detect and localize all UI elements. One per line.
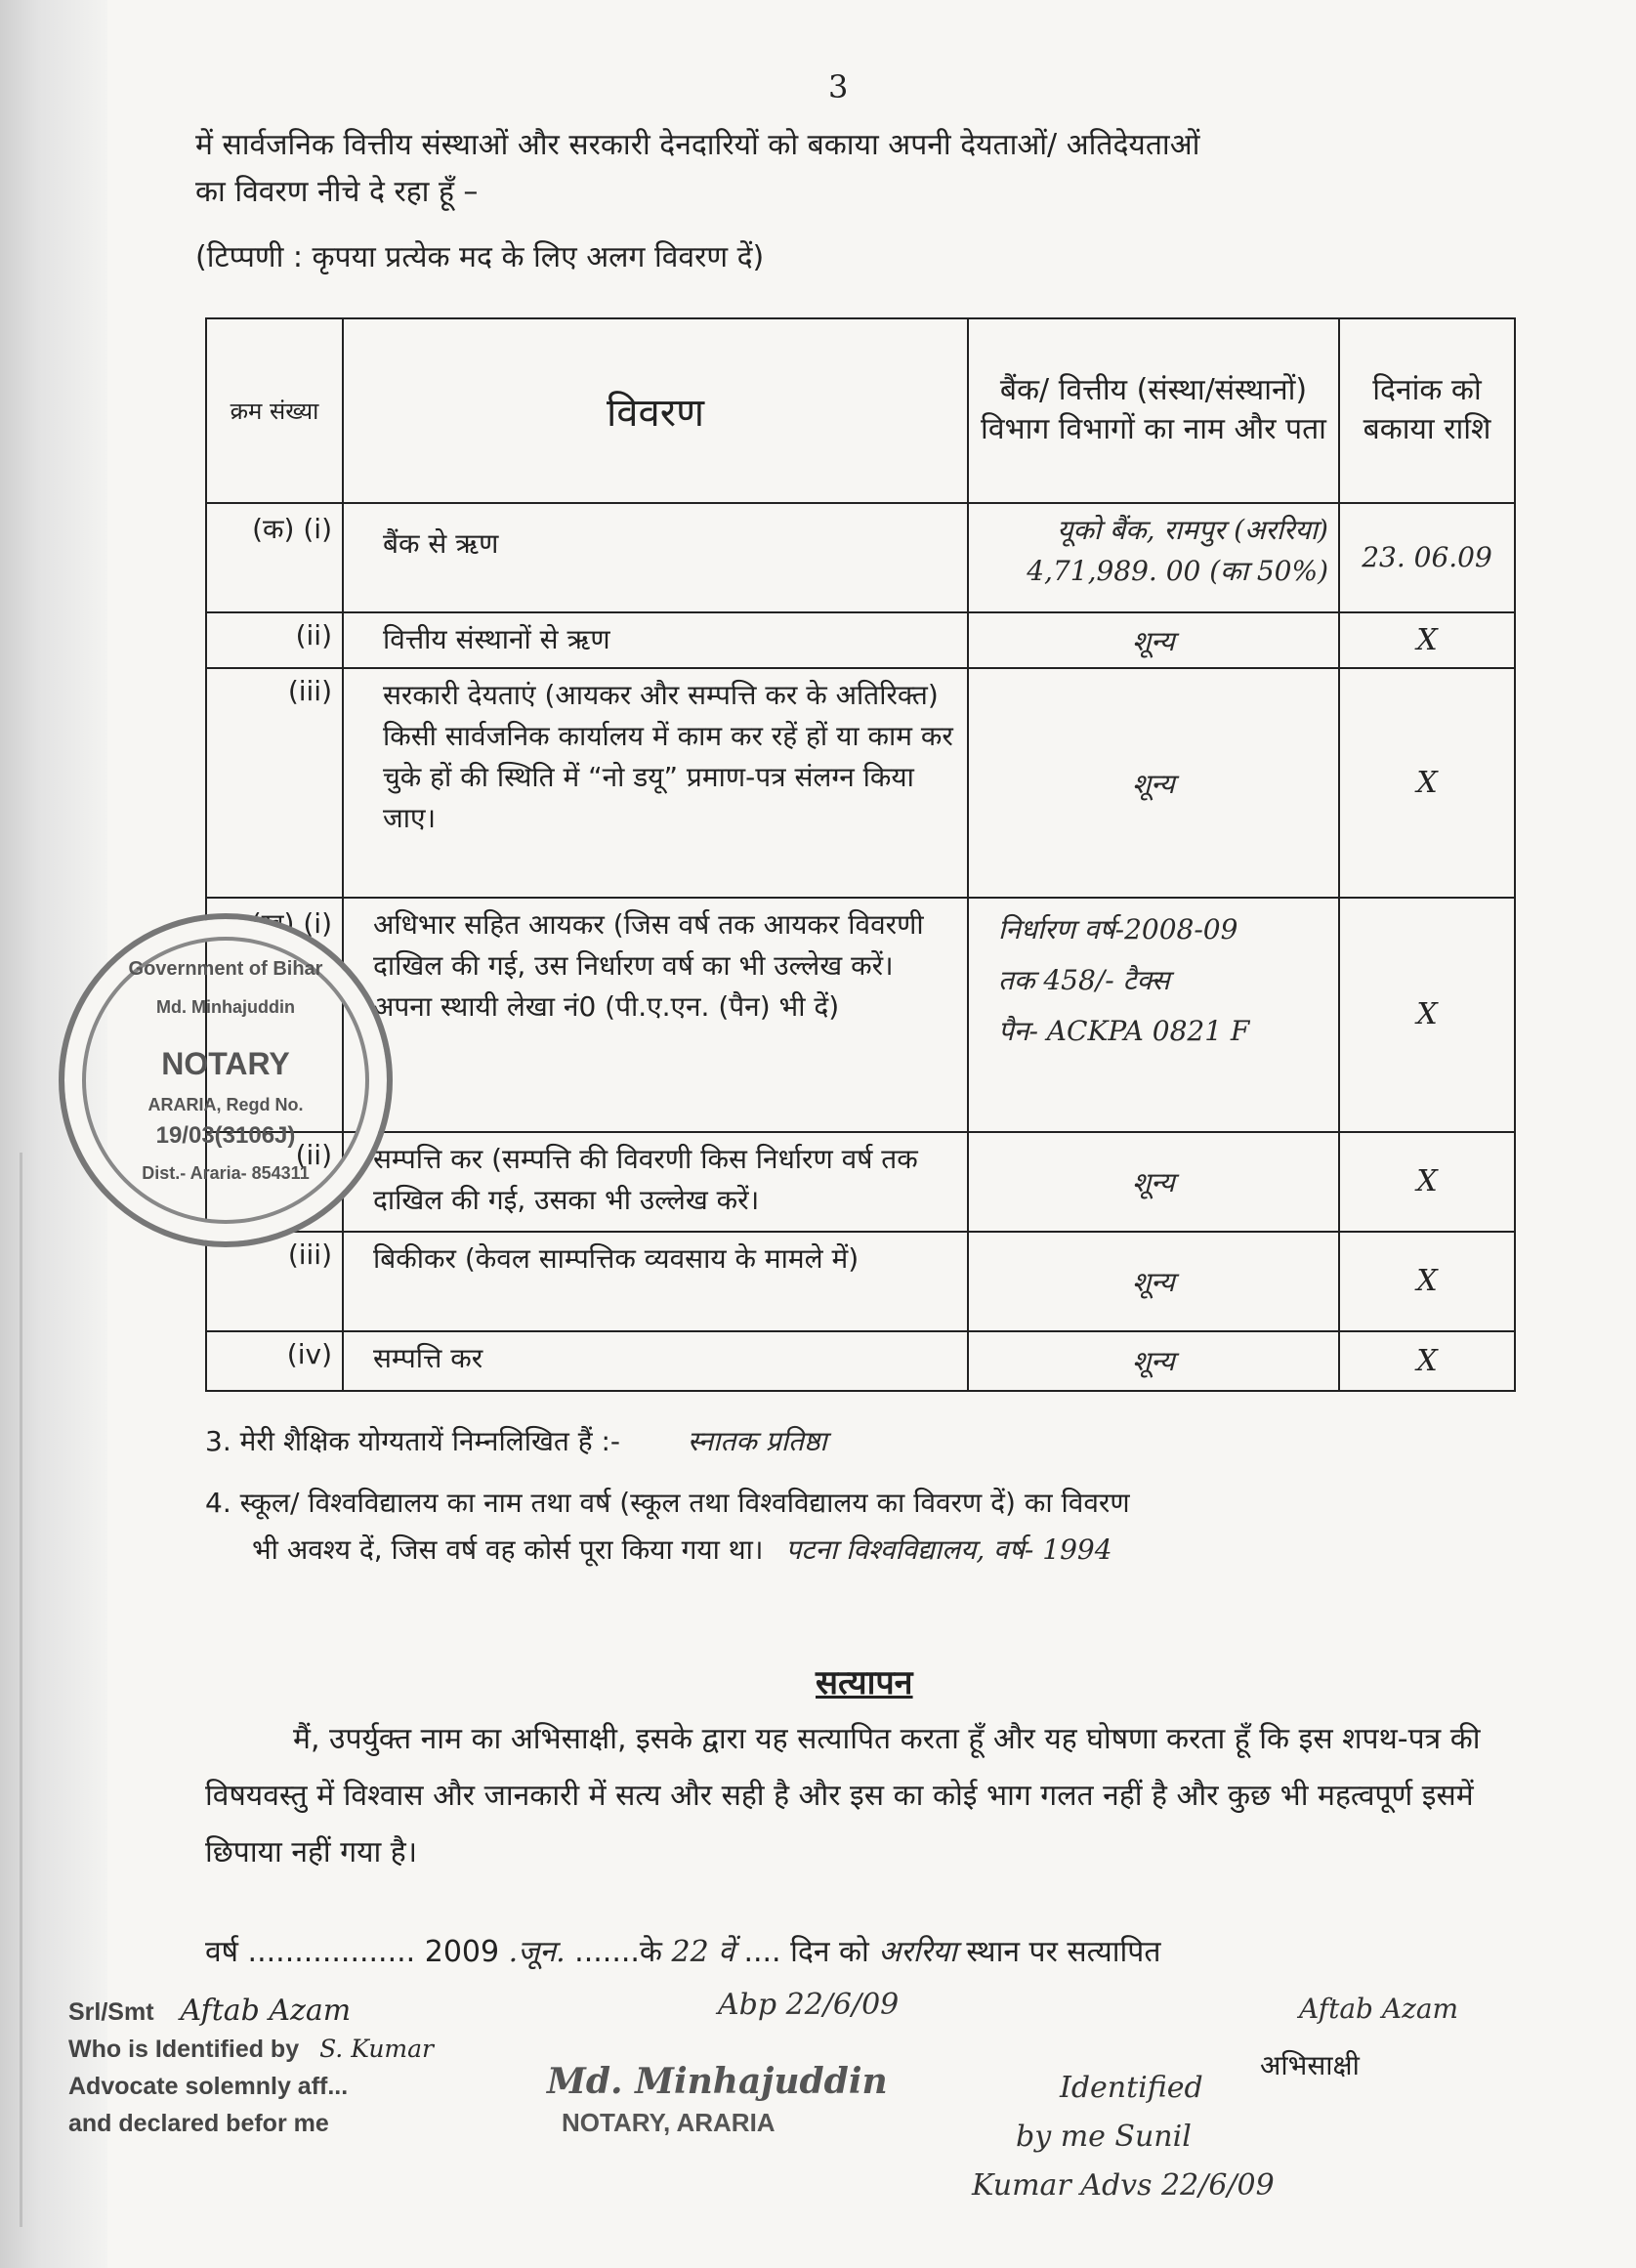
school-value: पटना विश्वविद्यालय, वर्ष- 1994 bbox=[785, 1533, 1112, 1566]
tax-amount-text: तक 458/- टैक्स bbox=[998, 963, 1170, 996]
notary-name-stamp: Md. Minhajuddin bbox=[547, 2061, 888, 2102]
identified-note-line-1: Identified bbox=[1060, 2071, 1203, 2105]
identified-note-line-2: by me Sunil bbox=[1016, 2120, 1192, 2154]
date-line-place: अररिया bbox=[878, 1935, 957, 1969]
row-institution: शून्य bbox=[968, 1132, 1339, 1232]
row-serial: (ii) bbox=[206, 612, 343, 668]
table-row bbox=[206, 668, 1515, 898]
qualification-label: 3. मेरी शैक्षिक योग्यतायें निम्नलिखित हैं :- bbox=[205, 1425, 621, 1457]
row-serial: (iii) bbox=[206, 668, 343, 898]
header-institution: बैंक/ वित्तीय (संस्था/संस्थानों) विभाग विभागों का नाम और पता bbox=[968, 318, 1339, 503]
school-line-1: 4. स्कूल/ विश्वविद्यालय का नाम तथा वर्ष (स्कूल तथा विश्वविद्यालय का विवरण दें) का विवरण bbox=[205, 1487, 1130, 1519]
table-row bbox=[206, 612, 1515, 668]
row-institution: शून्य bbox=[968, 668, 1339, 898]
notary-signature: Abp 22/6/09 bbox=[718, 1988, 900, 2022]
pan-text: पैन- ACKPA 0821 F bbox=[998, 1014, 1250, 1047]
school-line-2: भी अवश्य दें, जिस वर्ष वह कोर्स पूरा किया गया था। bbox=[252, 1533, 764, 1566]
date-line-ke: .......के bbox=[574, 1935, 662, 1969]
row-due: X bbox=[1339, 898, 1515, 1132]
deponent-signature: Aftab Azam bbox=[1299, 1993, 1459, 2025]
qualification-line bbox=[205, 1418, 1514, 1465]
row-institution: यूको बैंक, रामपुर (अररिया) 4,71,989. 00 (का 50%) bbox=[968, 503, 1339, 612]
row-institution bbox=[968, 898, 1339, 1132]
table-row bbox=[206, 1232, 1515, 1331]
header-serial: क्रम संख्या bbox=[206, 318, 343, 503]
intro-line-1: में सार्वजनिक वित्तीय संस्थाओं और सरकारी देनदारियों को बकाया अपनी देयताओं/ अतिदेयताओं bbox=[195, 128, 1200, 162]
table-row bbox=[206, 898, 1515, 1132]
notary-place-stamp: NOTARY, ARARIA bbox=[562, 2108, 776, 2137]
stamp-title-text: NOTARY bbox=[161, 1046, 290, 1081]
row-due: X bbox=[1339, 1232, 1515, 1331]
table-header-row bbox=[206, 318, 1515, 503]
row-due: X bbox=[1339, 668, 1515, 898]
liabilities-table bbox=[205, 317, 1516, 1392]
date-line-end: स्थान पर सत्यापित bbox=[966, 1935, 1161, 1969]
date-line-day: 22 वें bbox=[671, 1935, 734, 1969]
row-due: X bbox=[1339, 1132, 1515, 1232]
verification-date-line bbox=[205, 1929, 1524, 1976]
page-fold bbox=[20, 1153, 62, 2227]
stamp-top-text: Government of Bihar bbox=[128, 958, 323, 980]
identified-note-line-3: Kumar Advs 22/6/09 bbox=[972, 2168, 1275, 2203]
row-institution: शून्य bbox=[968, 1331, 1339, 1391]
intro-paragraph bbox=[195, 122, 1504, 216]
date-line-din: .... दिन को bbox=[743, 1935, 869, 1969]
attestation-line-3: Advocate solemnly aff... bbox=[68, 2073, 349, 2100]
row-serial: (ii) bbox=[206, 1132, 343, 1232]
row-serial: (iii) bbox=[206, 1232, 343, 1331]
attestation-line-4: and declared befor me bbox=[68, 2110, 329, 2137]
deponent-label: अभिसाक्षी bbox=[1260, 2049, 1360, 2081]
row-description: वित्तीय संस्थानों से ऋण bbox=[343, 612, 968, 668]
row-serial: (iv) bbox=[206, 1331, 343, 1391]
school-line-2-wrap bbox=[205, 1527, 1514, 1574]
attestation-label-identified: Who is Identified by bbox=[68, 2036, 300, 2063]
row-description: बैंक से ऋण bbox=[343, 503, 968, 612]
verification-title: सत्यापन bbox=[816, 1663, 913, 1702]
table-row bbox=[206, 503, 1515, 612]
table-row bbox=[206, 1331, 1515, 1391]
row-description: सम्पत्ति कर (सम्पत्ति की विवरणी किस निर्धारण वर्ष तक दाखिल की गई, उसका भी उल्लेख करें। bbox=[343, 1132, 968, 1232]
table-row bbox=[206, 1132, 1515, 1232]
row-description: अधिभार सहित आयकर (जिस वर्ष तक आयकर विवरणी दाखिल की गई, उस निर्धारण वर्ष का भी उल्लेख करें। अपना स्थायी लेखा नं0 (पी.ए.एन. (पैन) भी दें) bbox=[343, 898, 968, 1132]
row-institution: शून्य bbox=[968, 612, 1339, 668]
school-paragraph bbox=[205, 1480, 1514, 1574]
row-due: X bbox=[1339, 1331, 1515, 1391]
date-line-year: वर्ष .................. 2009 bbox=[205, 1935, 500, 1969]
page-number: 3 bbox=[828, 68, 849, 105]
notary-stamp bbox=[59, 913, 393, 1247]
stamp-name-text: Md. Minhajuddin bbox=[156, 997, 295, 1017]
assessment-year-text: निर्धारण वर्ष-2008-09 bbox=[998, 912, 1238, 945]
row-description: सरकारी देयताएं (आयकर और सम्पत्ति कर के अतिरिक्त) किसी सार्वजनिक कार्यालय में काम कर रहें हों या काम कर चुके हों की स्थिति में “नो डयू” प्रमाण-पत्र संलग्न किया जाए। bbox=[343, 668, 968, 898]
attestation-line-1 bbox=[68, 1993, 434, 2031]
header-date-due: दिनांक को बकाया राशि bbox=[1339, 318, 1515, 503]
date-line-month: .जून. bbox=[508, 1935, 566, 1969]
note-line: (टिप्पणी : कृपया प्रत्येक मद के लिए अलग विवरण दें) bbox=[195, 240, 765, 274]
row-due: X bbox=[1339, 612, 1515, 668]
row-institution: शून्य bbox=[968, 1232, 1339, 1331]
row-description: बिकीकर (केवल साम्पत्तिक व्यवसाय के मामले में) bbox=[343, 1232, 968, 1331]
row-description: सम्पत्ति कर bbox=[343, 1331, 968, 1391]
qualification-value: स्नातक प्रतिष्ठा bbox=[687, 1425, 827, 1457]
attestation-deponent-name: Aftab Azam bbox=[180, 1994, 352, 2028]
row-serial: (ख) (i) bbox=[206, 898, 343, 1132]
attestation-label-srl: Srl/Smt bbox=[68, 1998, 154, 2026]
attestation-line-2 bbox=[68, 2031, 434, 2068]
stamp-number-text: 19/03(3106J) bbox=[155, 1122, 296, 1149]
verification-text: मैं, उपर्युक्त नाम का अभिसाक्षी, इसके द्वारा यह सत्यापित करता हूँ और यह घोषणा करता हूँ कि इस शपथ-पत्र की विषयवस्तु में विश्वास और जानकारी में सत्य और सही है और इस का कोई भाग गलत नहीं है और कुछ भी महत्वपूर्ण इसमें छिपाया नहीं गया है। bbox=[205, 1722, 1481, 1869]
row-serial: (क) (i) bbox=[206, 503, 343, 612]
header-description: विवरण bbox=[343, 318, 968, 503]
attestation-identifier: S. Kumar bbox=[319, 2035, 434, 2063]
intro-line-2: का विवरण नीचे दे रहा हूँ – bbox=[195, 175, 479, 209]
notary-attestation-block bbox=[68, 1993, 434, 2142]
stamp-bottom-text: Dist.- Araria- 854311 bbox=[142, 1163, 310, 1183]
row-due: 23. 06.09 bbox=[1339, 503, 1515, 612]
stamp-reg-text: ARARIA, Regd No. bbox=[147, 1095, 304, 1114]
